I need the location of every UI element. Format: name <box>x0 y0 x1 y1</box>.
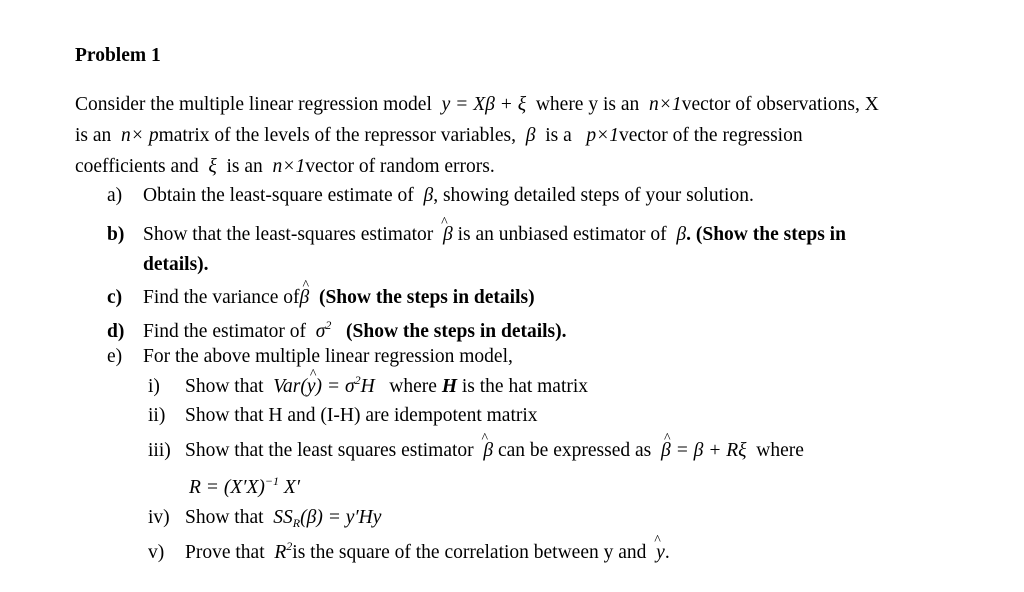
item-b <box>107 223 846 247</box>
beta-symbol: β <box>418 185 434 206</box>
item-text-bold: (Show the steps in details). <box>346 321 567 342</box>
item-c <box>107 286 535 310</box>
model-equation: y = Xβ + ξ <box>436 94 531 115</box>
item-a <box>107 184 754 208</box>
intro-text: vector of random errors. <box>305 156 495 177</box>
subitem-iii <box>148 439 804 463</box>
intro-text: where y is an <box>535 94 640 115</box>
item-text: is an unbiased estimator of <box>457 224 667 245</box>
subitem-marker: v) <box>148 542 165 563</box>
item-text: For the above multiple linear regression model, <box>143 346 513 367</box>
intro-line-2 <box>75 124 803 148</box>
beta-hat-symbol: ^ β <box>479 439 494 463</box>
subitem-marker: iii) <box>148 440 171 461</box>
item-text: Obtain the least-square estimate of <box>143 185 414 206</box>
estimator-equation: ^ β = β + Rξ <box>656 440 751 461</box>
beta-hat-symbol: ^ β <box>300 286 310 310</box>
intro-text: matrix of the levels of the repressor variables, <box>158 125 516 146</box>
dimension-n-by-1: n×1 <box>267 156 306 177</box>
item-marker: b) <box>107 224 125 245</box>
item-text-bold: (Show the steps in details) <box>318 287 535 308</box>
subitem-text: is the hat matrix <box>461 376 589 397</box>
dimension-p-by-1: p×1 <box>576 125 620 146</box>
subitem-marker: iv) <box>148 507 170 528</box>
intro-text: is an <box>226 156 263 177</box>
subitem-text: where <box>756 440 804 461</box>
problem-title: Problem 1 <box>75 45 161 66</box>
intro-text: Consider the multiple linear regression model <box>75 94 432 115</box>
subitem-ii <box>148 404 538 428</box>
intro-text: coefficients and <box>75 156 199 177</box>
hat-matrix-symbol: H <box>441 376 457 397</box>
item-marker: c) <box>107 287 123 308</box>
item-marker: d) <box>107 321 125 342</box>
item-d <box>107 320 567 344</box>
variance-equation: Var(^ $y) = \sigma^2H$ <box>268 376 384 397</box>
intro-line-1 <box>75 93 879 117</box>
sigma-squared: $\sigma^2$ <box>310 318 332 342</box>
beta-symbol: β <box>520 125 541 146</box>
ssr-equation: $SS_R(\beta) = y'Hy$ <box>268 507 382 530</box>
dimension-n-by-1: n×1 <box>644 94 682 115</box>
subitem-v: v) Prove that $R^2is$ the square of the correlation between y and ^ y. <box>148 541 670 565</box>
item-text: Show that the least-squares estimator <box>143 224 434 245</box>
subitem-marker: ii) <box>148 405 166 426</box>
item-text: Find the variance of <box>143 287 300 308</box>
intro-text: vector of the regression <box>619 125 803 146</box>
intro-text: is an <box>75 125 112 146</box>
item-marker: e) <box>107 346 123 367</box>
xi-symbol: ξ <box>203 156 222 177</box>
dimension-n-by-p: n× p <box>116 125 159 146</box>
subitem-iv <box>148 506 381 530</box>
y-hat-symbol: ^ y <box>651 541 665 565</box>
item-b-cont: details). <box>143 254 209 275</box>
intro-text: is a <box>545 125 572 146</box>
item-marker: a) <box>107 185 123 206</box>
item-text-bold: . (Show the steps in <box>686 224 846 245</box>
subitem-marker: i) <box>148 376 160 397</box>
subitem-text: Show that the least squares estimator <box>185 440 474 461</box>
item-text: Find the estimator of <box>143 321 307 342</box>
subitem-text: Prove that <box>185 542 265 563</box>
subitem-text: Show that <box>185 507 264 528</box>
subitem-text: where <box>389 376 437 397</box>
item-text: , showing detailed steps of your solution. <box>433 185 754 206</box>
beta-symbol: β <box>671 224 687 245</box>
subitem-text: is the square of the correlation between y and <box>292 542 647 563</box>
r-definition: $R = (X'X)^{-1}$ X′ <box>189 474 301 498</box>
intro-line-3 <box>75 155 495 179</box>
subitem-text: can be expressed as <box>498 440 652 461</box>
subitem-text: Show that <box>185 376 264 397</box>
intro-text: vector of observations, X <box>681 94 879 115</box>
r-squared: $R^2$ <box>269 539 293 563</box>
subitem-text: Show that H and (I-H) are idempotent matrix <box>185 405 538 426</box>
subitem-i <box>148 375 588 399</box>
beta-hat-symbol: ^ β <box>438 223 453 247</box>
